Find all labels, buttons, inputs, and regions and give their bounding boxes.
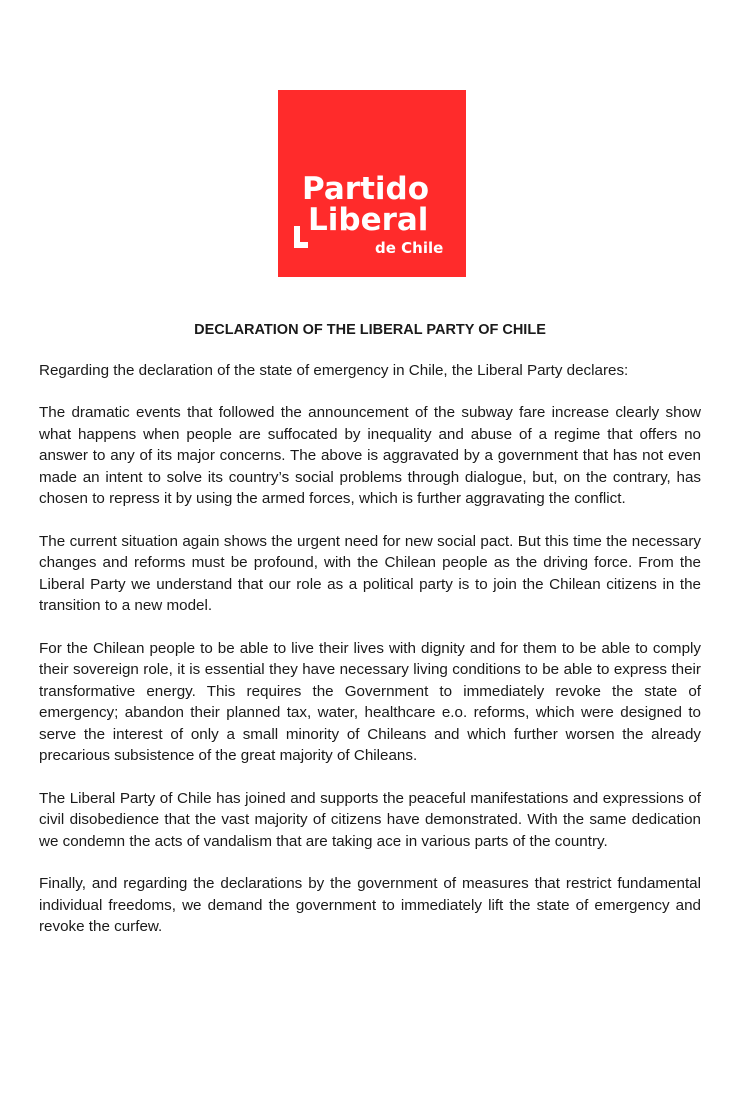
paragraph-intro: Regarding the declaration of the state of emergency in Chile, the Liberal Party declares: <box>39 361 629 379</box>
paragraph-dignity: For the Chilean people to be able to live their lives with dignity and for them to be able to comply their sovereign role, it is essential they have necessary living conditions to be able to express their transformative energy. This requires the Government to immediately revoke the state of emergency; abandon their planned tax, water, healthcare e.o. reforms, which were designed to serve the interest of only a small minority of Chileans and which further worsen the already precarious subsistence of the great majority of Chileans. <box>39 639 701 764</box>
logo-line-de-chile: de Chile <box>375 239 444 257</box>
paragraph-support: The Liberal Party of Chile has joined and supports the peaceful manifestations and expressions of civil disobedience that the vast majority of citizens have demonstrated. With the same dedication we condemn the acts of vandalism that are taking ace in various parts of the country. <box>39 789 701 850</box>
logo-bracket-foot-mark <box>294 242 308 248</box>
document-title: DECLARATION OF THE LIBERAL PARTY OF CHILE <box>194 322 546 338</box>
party-logo-text <box>278 90 466 277</box>
paragraph-events: The dramatic events that followed the announcement of the subway fare increase clearly show what happens when people are suffocated by inequality and abuse of a regime that offers no answer to any of its major concerns. The above is aggravated by a government that has not even made an intent to solve its country’s social problems through dialogue, but, on the contrary, has chosen to repress it by using the armed forces, which is further aggravating the conflict. <box>39 404 701 507</box>
paragraph-demand: Finally, and regarding the declarations by the government of measures that restrict fundamental individual freedoms, we demand the government to immediately lift the state of emergency and revoke the curfew. <box>39 875 701 935</box>
declaration-document <box>39 320 701 959</box>
paragraph-social-pact: The current situation again shows the urgent need for new social pact. But this time the necessary changes and reforms must be profound, with the Chilean people as the driving force. From the Liberal Party we understand that our role as a political party is to join the Chilean citizens in the transition to a new model. <box>39 532 701 614</box>
logo-line-liberal: Liberal <box>308 202 429 238</box>
logo-line-partido: Partido <box>302 171 430 207</box>
party-logo <box>278 90 466 277</box>
